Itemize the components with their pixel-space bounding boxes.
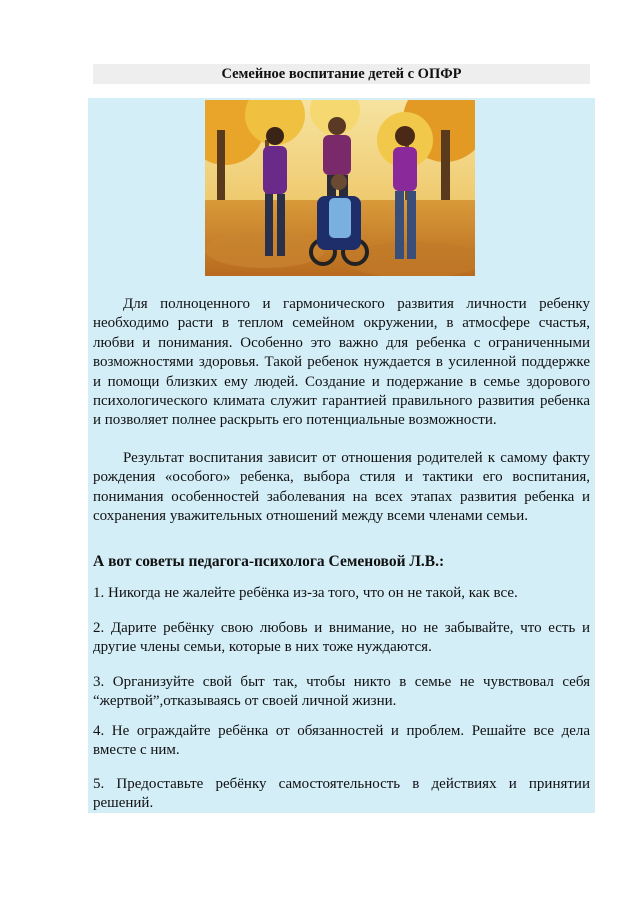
family-photo <box>205 100 475 276</box>
tip-item: 4. Не ограждайте ребёнка от обязанностей и проблем. Решайте все дела вместе с ним. <box>93 723 590 759</box>
tip-item: 3. Организуйте свой быт так, чтобы никто в семье не чувствовал себя “жертвой”,отказываясь от своей личной жизни. <box>93 674 590 710</box>
tips-heading: А вот советы педагога-психолога Семеновой Л.В.: <box>93 553 445 570</box>
result-paragraph: Результат воспитания зависит от отношения родителей к самому факту рождения «особого» ребенка, выбора стиля и тактики его воспитания, понимания особенностей заболевания на всех этапах развития ребенка и сохранения уважительных отношений между всеми членами семьи. <box>93 450 590 525</box>
tip-item: 1. Никогда не жалейте ребёнка из-за того, что он не такой, как все. <box>93 585 518 601</box>
tip-item: 2. Дарите ребёнку свою любовь и внимание, но не забывайте, что есть и другие члены семьи, которые в них тоже нуждаются. <box>93 620 590 656</box>
content-block <box>88 98 595 813</box>
intro-paragraph: Для полноценного и гармонического развития личности ребенку необходимо расти в теплом семейном окружении, в атмосфере счастья, любви и понимания. Особенно это важно для ребенка с ограниченными возможностями здоровья. Такой ребенок нуждается в усиленной поддержке и помощи близких ему людей. Создание и подержание в семье здорового психологического климата служит гарантией правильного развития ребенка и позволяет полнее раскрыть его потенциальные возможности. <box>93 296 590 429</box>
tip-item: 5. Предоставьте ребёнку самостоятельность в действиях и принятии решений. <box>93 776 590 812</box>
document-title: Семейное воспитание детей с ОПФР <box>93 64 590 84</box>
